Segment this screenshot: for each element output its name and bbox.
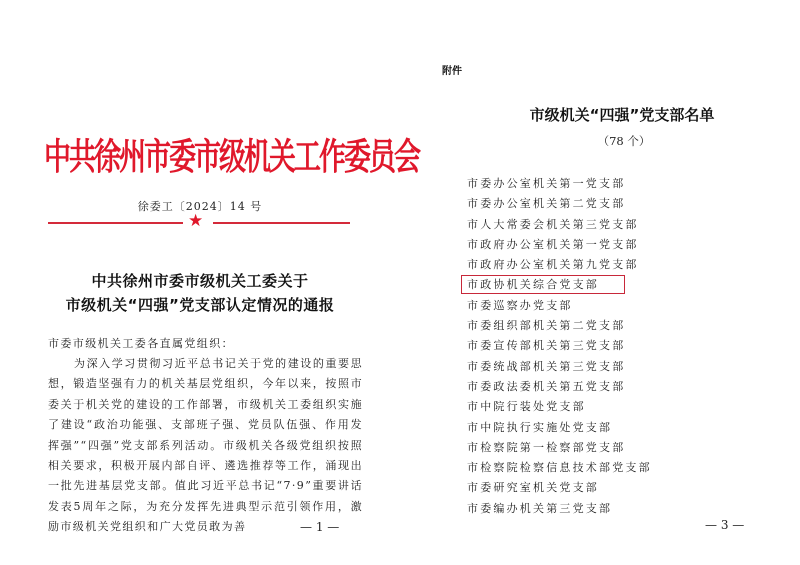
branch-item: 市中院行装处党支部: [467, 400, 586, 414]
branch-item: 市检察院第一检察部党支部: [467, 440, 626, 454]
notice-title-line-2: 市级机关“四强”党支部认定情况的通报: [65, 296, 335, 314]
branch-item: 市检察院检察信息技术部党支部: [467, 461, 652, 475]
branch-item: 市政府办公室机关第一党支部: [467, 237, 639, 251]
notice-title-line-1: 中共徐州市委市级机关工委关于: [91, 272, 309, 290]
branch-item: 市委宣传部机关第三党支部: [467, 339, 626, 353]
branch-item: 市人大常委会机关第三党支部: [467, 217, 639, 231]
branch-item: 市委编办机关第三党支部: [467, 501, 613, 515]
branch-item: 市委办公室机关第一党支部: [467, 177, 626, 190]
red-star-icon: ★: [188, 211, 204, 231]
branch-item: 市委统战部机关第三党支部: [467, 359, 626, 373]
branch-item: 市委政法委机关第五党支部: [467, 379, 626, 393]
page-number: — 1 —: [300, 520, 340, 534]
attachment-page-3: [400, 0, 800, 565]
red-divider-right: [213, 222, 350, 224]
document-number: 徐委工〔2024〕14 号: [137, 200, 263, 213]
branch-item: 市委组织部机关第二党支部: [467, 319, 626, 333]
branch-item: 市委办公室机关第二党支部: [467, 197, 626, 211]
issuer-header: 中共徐州市委市级机关工作委员会: [44, 136, 419, 179]
body-paragraph: 为深入学习贯彻习近平总书记关于党的建设的重要思想，锻造坚强有力的机关基层党组织，今年以来，按照市委关于机关党的建设的工作部署，市级机关工委组织实施了建设“政治功能强、支部班子强、党员队伍强、作用发挥强”“四强”党支部系列活动。市级机关各级党组织按照相关要求，积极开展内部自评、遴选推荐等工作，涌现出一批先进基层党支部。值此习近平总书记“7·9”重要讲话发表5周年之际，为充分发挥先进典型示范引领作用，激励市级机关党组织和广大党员敢为善: [48, 357, 363, 534]
branch-item: 市政府办公室机关第九党支部: [467, 258, 639, 272]
branch-item-highlighted: 市政协机关综合党支部: [467, 275, 652, 295]
branch-item: 市中院执行实施处党支部: [467, 420, 613, 434]
branch-item: 市委研究室机关党支部: [467, 481, 599, 495]
branch-item: 市委巡察办党支部: [467, 298, 573, 312]
attachment-label: 附件: [442, 66, 462, 77]
page-number: — 3 —: [705, 518, 745, 532]
salutation: 市委市级机关工委各直属党组织：: [48, 337, 234, 350]
list-title: 市级机关“四强”党支部名单: [529, 106, 715, 124]
branch-list: [467, 174, 652, 519]
list-count: （78 个）: [597, 134, 651, 148]
red-divider-left: [48, 222, 183, 224]
